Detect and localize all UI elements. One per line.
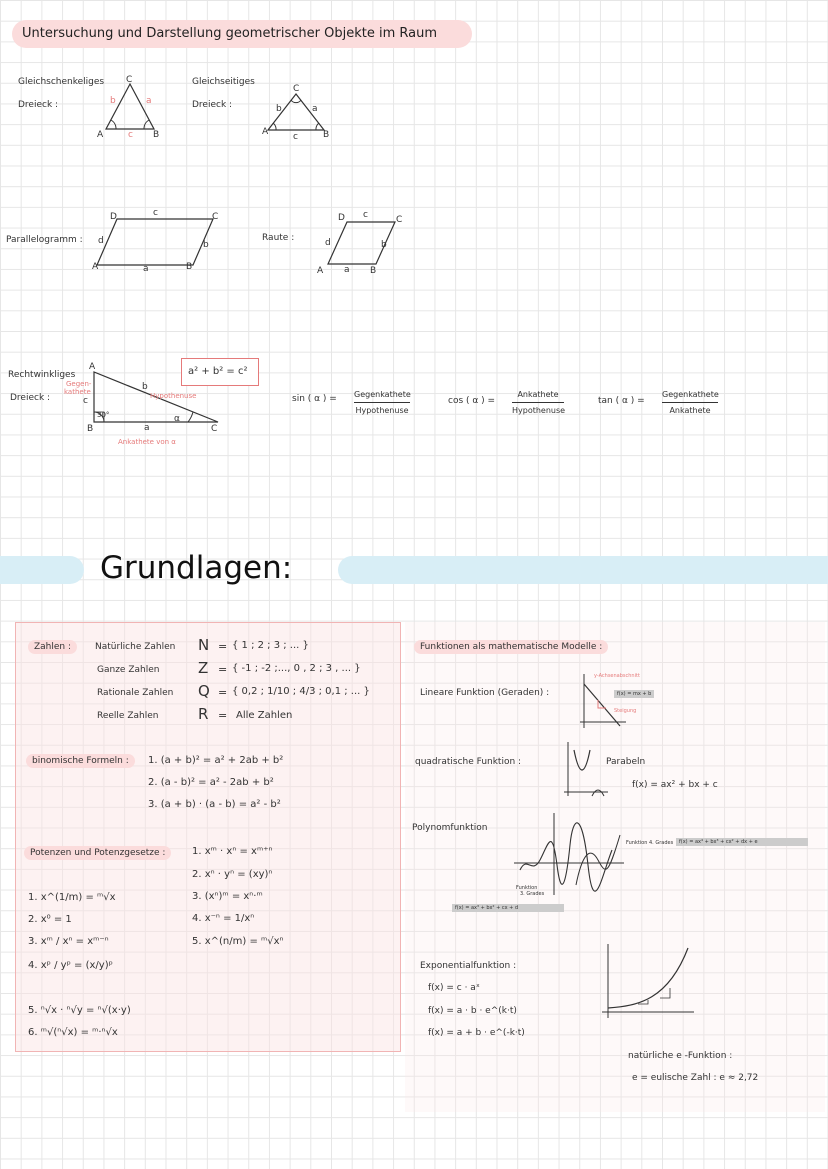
side-c: c [363, 210, 368, 220]
zahl-name: Rationale Zahlen [97, 688, 174, 698]
label-ankathete: Ankathete von α [118, 438, 176, 446]
linear-tag-slope: Steigung [614, 708, 637, 714]
equilateral-triangle-figure [262, 90, 332, 135]
sin-numerator: Gegenkathete [354, 390, 411, 399]
quad-label: quadratische Funktion : [415, 757, 522, 767]
linear-tag-intercept: y-Achsenabschnitt [594, 673, 640, 679]
binom-formula-3: 3. (a + b) · (a - b) = a² - b² [148, 799, 281, 810]
potenz-rule: 5. ⁿ√x · ⁿ√y = ⁿ√(x·y) [28, 1005, 131, 1016]
zahl-eq: = [218, 686, 228, 699]
zahl-set: { 0,2 ; 1/10 ; 4/3 ; 0,1 ; ... } [232, 686, 370, 697]
vertex-a: A [97, 130, 104, 140]
side-b: b [110, 96, 116, 106]
side-c: c [153, 208, 158, 218]
potenz-rule: 3. (xⁿ)ᵐ = xⁿ·ᵐ [192, 891, 263, 902]
quad-parabel-label: Parabeln [606, 757, 646, 767]
label-angle-30: 30° [97, 411, 110, 419]
funktionen-label: Funktionen als mathematische Modelle : [414, 640, 608, 654]
side-a: a [344, 265, 350, 275]
linear-graph [578, 672, 628, 732]
binom-label: binomische Formeln : [26, 754, 135, 768]
side-d: d [98, 236, 104, 246]
poly-tag-grad3-a: Funktion [516, 885, 538, 891]
label-rechtwinklig-1: Rechtwinkliges [8, 370, 76, 380]
side-b: b [142, 382, 148, 392]
side-b: b [276, 104, 282, 114]
label-hypothenuse: Hypothenuse [150, 392, 197, 400]
page-title: Untersuchung und Darstellung geometrischer Objekte im Raum [12, 20, 472, 48]
zahl-symbol: R [198, 705, 209, 723]
cos-denominator: Hypothenuse [512, 406, 566, 415]
linear-label: Lineare Funktion (Geraden) : [420, 688, 550, 698]
potenz-rule: 1. xᵐ · xⁿ = xᵐ⁺ⁿ [192, 846, 273, 857]
quadratic-graph [560, 740, 610, 800]
label-gleichseitig-1: Gleichseitiges [192, 77, 255, 87]
zahlen-label: Zahlen : [28, 640, 77, 654]
side-a: a [144, 423, 150, 433]
side-c: c [128, 130, 133, 140]
exponential-graph [598, 942, 698, 1022]
zahl-eq: = [218, 709, 228, 722]
side-d: d [325, 238, 331, 248]
poly-formula-grad4: f(x) = ax⁴ + bx³ + cx² + dx + e [676, 838, 808, 846]
zahl-symbol: Q [198, 682, 210, 700]
vertex-b: B [153, 130, 160, 140]
tan-numerator: Gegenkathete [662, 390, 719, 399]
side-c: c [83, 396, 88, 406]
cos-left: cos ( α ) = [448, 396, 496, 406]
label-gegenkathete-2: kathete [64, 388, 91, 396]
zahl-set: { 1 ; 2 ; 3 ; ... } [232, 640, 309, 651]
poly-tag-grad3-b: 3. Grades [520, 891, 545, 897]
vertex-b: B [87, 424, 94, 434]
potenz-rule: 2. x⁰ = 1 [28, 914, 72, 925]
header-bar-left [0, 556, 84, 584]
label-gleichseitig-2: Dreieck : [192, 100, 233, 110]
pythagoras-box [181, 358, 259, 386]
section-heading: Grundlagen: [100, 550, 293, 586]
potenz-rule: 4. xᵖ / yᵖ = (x/y)ᵖ [28, 960, 113, 971]
label-raute: Raute : [262, 233, 295, 243]
label-gleichschenklig-1: Gleichschenkeliges [18, 77, 105, 87]
side-b: b [203, 240, 209, 250]
zahl-symbol: N [198, 636, 210, 654]
binom-formula-2: 2. (a - b)² = a² - 2ab + b² [148, 777, 274, 788]
potenz-label: Potenzen und Potenzgesetze : [24, 846, 171, 860]
vertex-a: A [262, 127, 269, 137]
header-bar-right [338, 556, 828, 584]
pythagoras-formula: a² + b² = c² [188, 366, 248, 377]
poly-label: Polynomfunktion [412, 823, 488, 833]
vertex-b: B [323, 130, 330, 140]
side-a: a [146, 96, 152, 106]
rhombus-figure [325, 218, 400, 268]
vertex-a: A [89, 362, 96, 372]
side-b: b [381, 240, 387, 250]
label-parallelogramm: Parallelogramm : [6, 235, 83, 245]
potenz-rule: 3. xᵐ / xⁿ = xᵐ⁻ⁿ [28, 936, 109, 947]
euler-line-2: e = eulische Zahl : e ≈ 2,72 [632, 1073, 759, 1083]
side-a: a [312, 104, 318, 114]
zahl-symbol: Z [198, 659, 209, 677]
poly-formula-grad3: f(x) = ax³ + bx² + cx + d [452, 904, 564, 912]
exp-label: Exponentialfunktion : [420, 961, 517, 971]
sin-left: sin ( α ) = [292, 394, 337, 404]
parallelogram-figure [95, 215, 220, 270]
zahl-eq: = [218, 663, 228, 676]
tan-left: tan ( α ) = [598, 396, 645, 406]
potenz-rule: 5. x^(n/m) = ᵐ√xⁿ [192, 936, 284, 947]
vertex-c: C [212, 212, 219, 222]
cos-fraction [512, 390, 564, 415]
zahl-name: Ganze Zahlen [97, 665, 160, 675]
zahl-name: Reelle Zahlen [97, 711, 159, 721]
label-rechtwinklig-2: Dreieck : [10, 393, 51, 403]
zahl-set: { -1 ; -2 ;..., 0 , 2 ; 3 , ... } [232, 663, 361, 674]
side-c: c [293, 132, 298, 142]
potenz-rule: 6. ᵐ√(ⁿ√x) = ᵐ·ⁿ√x [28, 1027, 118, 1038]
binom-formula-1: 1. (a + b)² = a² + 2ab + b² [148, 755, 284, 766]
zahl-set: Alle Zahlen [236, 710, 293, 721]
exp-formula-3: f(x) = a + b · e^(-k·t) [428, 1028, 525, 1038]
vertex-c: C [126, 75, 133, 85]
vertex-b: B [370, 266, 377, 276]
potenz-rule: 4. x⁻ⁿ = 1/xⁿ [192, 913, 255, 924]
vertex-a: A [92, 262, 99, 272]
label-gleichschenklig-2: Dreieck : [18, 100, 59, 110]
label-gegenkathete-1: Gegen- [66, 380, 92, 388]
exp-formula-1: f(x) = c · aˣ [428, 983, 480, 993]
vertex-c: C [211, 424, 218, 434]
side-a: a [143, 264, 149, 274]
euler-line-1: natürliche e -Funktion : [628, 1051, 733, 1061]
isosceles-triangle-figure [100, 80, 160, 135]
poly-tag-grad4: Funktion 4. Grades [626, 840, 674, 846]
sin-denominator: Hypothenuse [355, 406, 409, 415]
vertex-b: B [186, 262, 193, 272]
vertex-a: A [317, 266, 324, 276]
vertex-d: D [110, 212, 117, 222]
tan-fraction [662, 390, 718, 415]
zahl-eq: = [218, 640, 228, 653]
quad-formula: f(x) = ax² + bx + c [632, 780, 718, 790]
vertex-c: C [293, 84, 300, 94]
potenz-rule: 2. xⁿ · yⁿ = (xy)ⁿ [192, 869, 273, 880]
linear-formula: f(x) = mx + b [614, 690, 654, 698]
exp-formula-2: f(x) = a · b · e^(k·t) [428, 1006, 517, 1016]
vertex-d: D [338, 213, 345, 223]
sin-fraction [354, 390, 410, 415]
vertex-c: C [396, 215, 403, 225]
zahl-name: Natürliche Zahlen [95, 642, 176, 652]
potenz-rule: 1. x^(1/m) = ᵐ√x [28, 892, 116, 903]
label-alpha: α [174, 414, 180, 424]
cos-numerator: Ankathete [517, 390, 559, 399]
tan-denominator: Ankathete [669, 406, 711, 415]
